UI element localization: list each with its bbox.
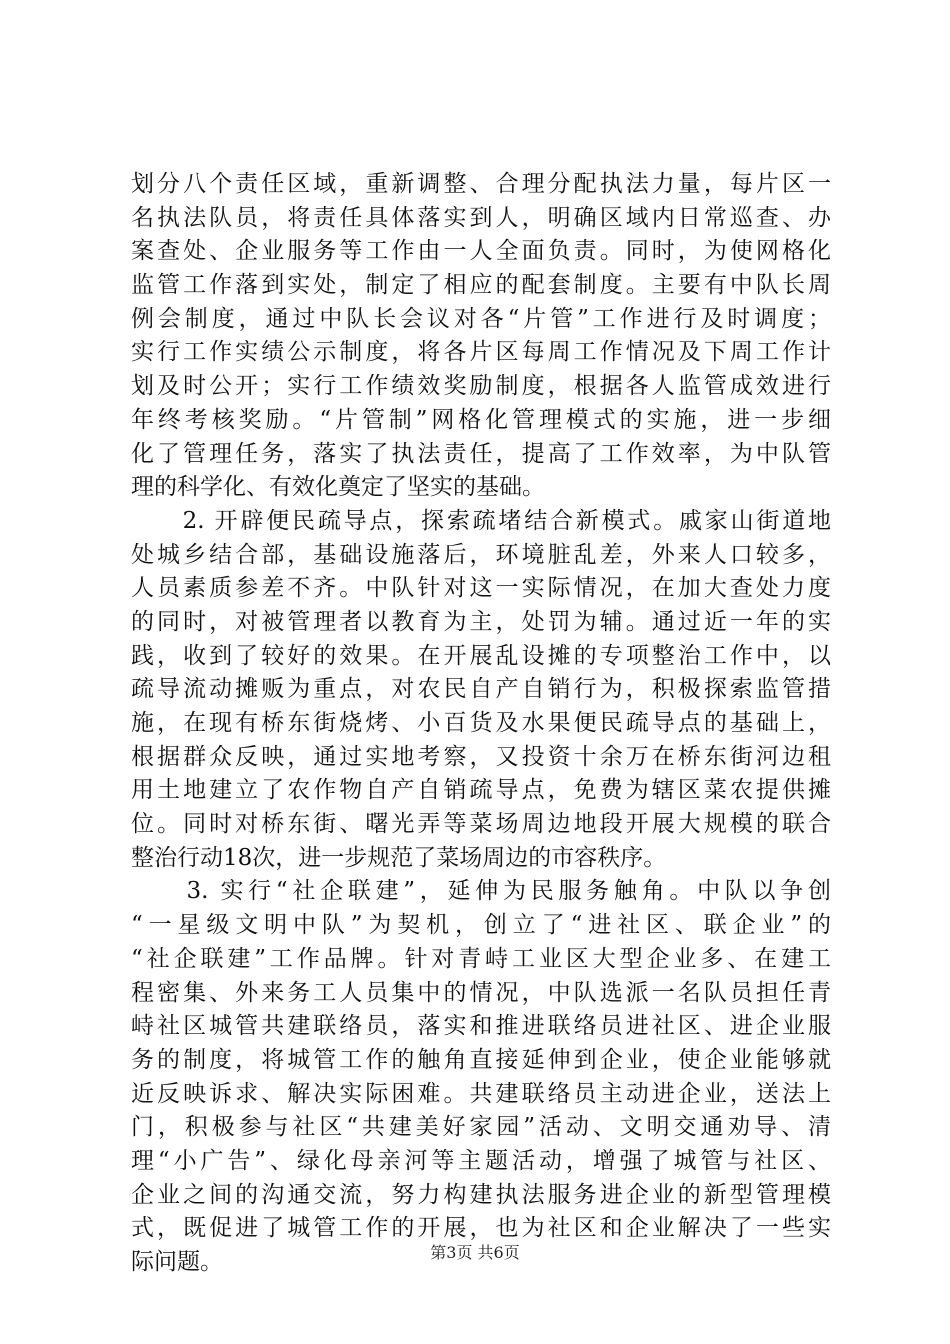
- text-line: 理的科学化、有效化奠定了坚实的基础。: [131, 474, 545, 501]
- text-line: 监管工作落到实处，制定了相应的配套制度。主要有中队长周: [131, 272, 831, 299]
- text-line: 划及时公开；实行工作绩效奖励制度，根据各人监管成效进行: [131, 373, 831, 400]
- text-line: 划分八个责任区域，重新调整、合理分配执法力量，每片区一: [131, 171, 831, 197]
- text-line: 疏导流动摊贩为重点，对农民自产自销行为，积极探索监管措: [131, 676, 831, 703]
- text-line: “一星级文明中队”为契机，创立了“进社区、联企业”的: [131, 912, 831, 939]
- text-line: 化了管理任务，落实了执法责任，提高了工作效率，为中队管: [131, 440, 831, 467]
- text-line: 企业之间的沟通交流，努力构建执法服务进企业的新型管理模: [131, 1181, 831, 1208]
- text-line: 年终考核奖励。“片管制”网格化管理模式的实施，进一步细: [131, 406, 831, 433]
- text-line: 用土地建立了农作物自产自销疏导点，免费为辖区菜农提供摊: [131, 777, 831, 804]
- text-line: 名执法队员，将责任具体落实到人，明确区域内日常巡查、办: [131, 204, 831, 231]
- text-line: 际问题。: [131, 1249, 223, 1275]
- text-line: 门，积极参与社区“共建美好家园”活动、文明交通劝导、清: [131, 1114, 831, 1141]
- text-line: 式，既促进了城管工作的开展，也为社区和企业解决了一些实: [131, 1215, 831, 1242]
- text-line: 践，收到了较好的效果。在开展乱设摊的专项整治工作中，以: [131, 642, 831, 669]
- text-line: 人员素质参差不齐。中队针对这一实际情况，在加大查处力度: [131, 575, 831, 602]
- text-line: 的同时，对被管理者以教育为主，处罚为辅。通过近一年的实: [131, 608, 831, 635]
- text-line: “社企联建”工作品牌。针对青峙工业区大型企业多、在建工: [131, 945, 831, 972]
- text-line: 施，在现有桥东街烧烤、小百货及水果便民疏导点的基础上，: [131, 710, 831, 736]
- text-line: 近反映诉求、解决实际困难。共建联络员主动进企业，送法上: [131, 1080, 831, 1107]
- text-line: 整治行动18次，进一步规范了菜场周边的市容秩序。: [131, 844, 667, 871]
- text-line: 理“小广告”、绿化母亲河等主题活动，增强了城管与社区、: [131, 1147, 831, 1174]
- page-footer: 第3页 共6页: [430, 1243, 520, 1262]
- text-line: 实行工作实绩公示制度，将各片区每周工作情况及下周工作计: [131, 339, 831, 366]
- body-text: [131, 168, 831, 1280]
- text-line: 案查处、企业服务等工作由一人全面负责。同时，为使网格化: [131, 238, 831, 265]
- text-line: 例会制度，通过中队长会议对各“片管”工作进行及时调度；: [131, 305, 831, 332]
- text-line: 位。同时对桥东街、曙光弄等菜场周边地段开展大规模的联合: [131, 811, 831, 838]
- text-line: 根据群众反映，通过实地考察，又投资十余万在桥东街河边租: [131, 743, 831, 770]
- text-line: 程密集、外来务工人员集中的情况，中队选派一名队员担任青: [131, 979, 831, 1006]
- text-line: 峙社区城管共建联络员，落实和推进联络员进社区、进企业服: [131, 1013, 831, 1040]
- text-line: 3. 实行“社企联建”，延伸为民服务触角。中队以争创: [131, 878, 831, 905]
- text-line: 务的制度，将城管工作的触角直接延伸到企业，使企业能够就: [131, 1046, 831, 1073]
- text-line: 2. 开辟便民疏导点，探索疏堵结合新模式。戚家山街道地: [131, 507, 831, 534]
- text-line: 处城乡结合部，基础设施落后，环境脏乱差，外来人口较多，: [131, 541, 831, 568]
